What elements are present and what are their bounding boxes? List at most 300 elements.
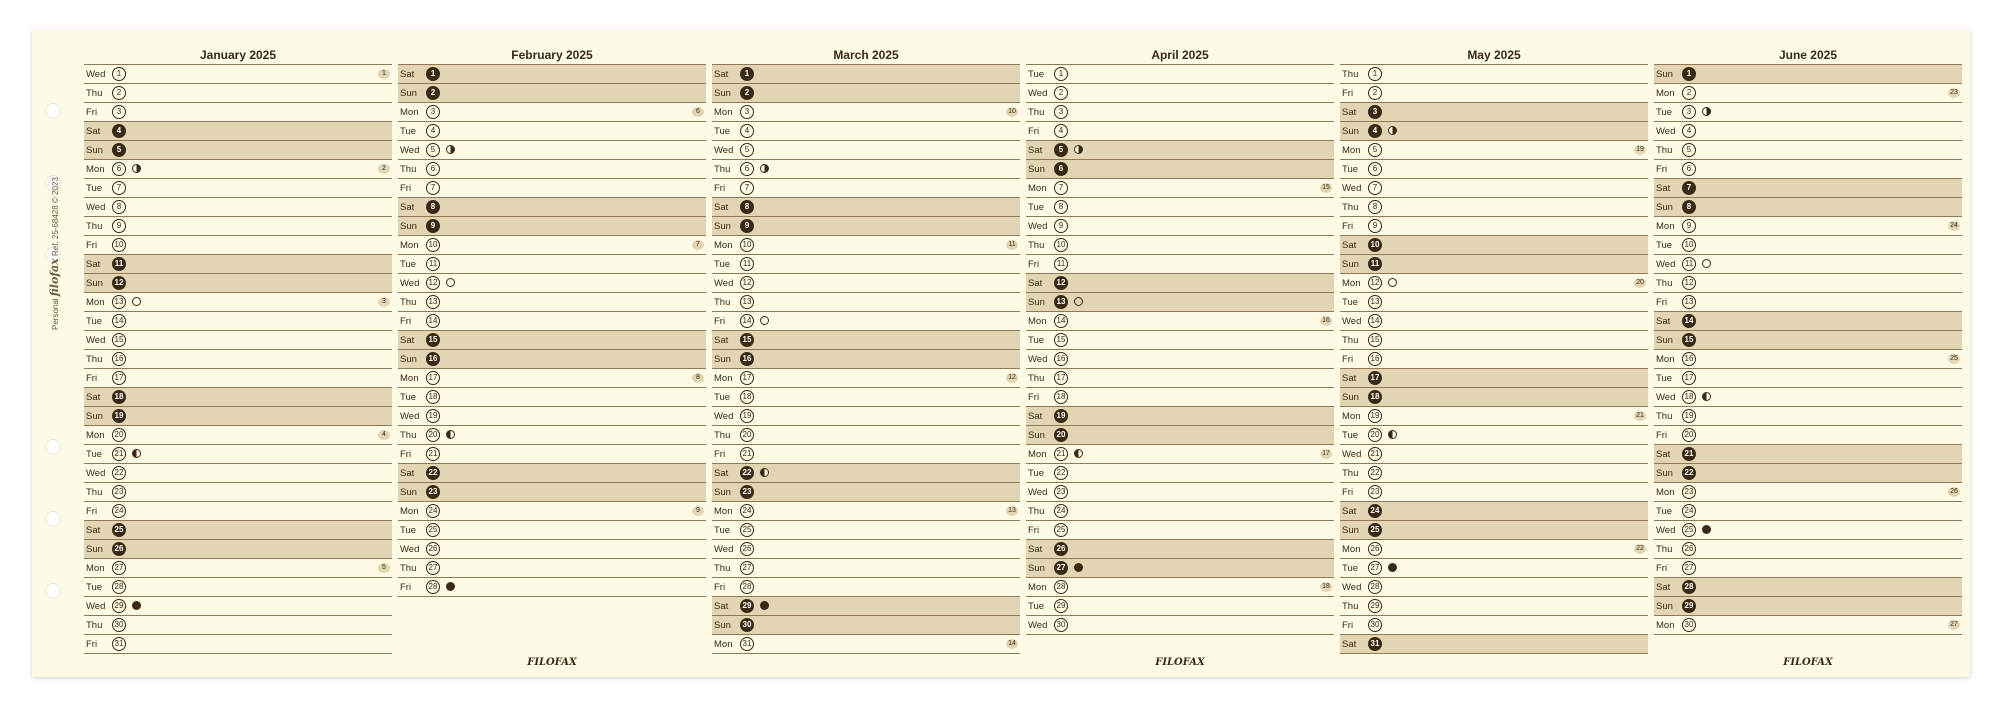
day-row[interactable] bbox=[398, 350, 706, 369]
day-number: 25 bbox=[112, 523, 126, 537]
week-number-badge: 21 bbox=[1634, 411, 1646, 421]
weekday-label: Fri bbox=[1342, 88, 1354, 99]
day-number: 9 bbox=[426, 219, 440, 233]
day-row[interactable] bbox=[84, 407, 392, 426]
day-row[interactable] bbox=[84, 312, 392, 331]
day-number: 28 bbox=[112, 580, 126, 594]
weekday-label: Mon bbox=[1342, 278, 1361, 289]
weekday-label: Mon bbox=[400, 373, 419, 384]
day-row[interactable] bbox=[1026, 103, 1334, 122]
day-row[interactable] bbox=[398, 369, 706, 388]
day-row[interactable] bbox=[84, 160, 392, 179]
day-row[interactable] bbox=[712, 578, 1020, 597]
weekday-label: Sat bbox=[1656, 183, 1671, 194]
weekday-label: Wed bbox=[1028, 620, 1048, 631]
day-row[interactable] bbox=[84, 274, 392, 293]
side-brand: filofax bbox=[48, 258, 61, 297]
day-number: 17 bbox=[112, 371, 126, 385]
day-row[interactable] bbox=[712, 122, 1020, 141]
day-row[interactable] bbox=[84, 84, 392, 103]
day-number: 10 bbox=[1682, 238, 1696, 252]
weekday-label: Mon bbox=[86, 563, 105, 574]
day-row[interactable] bbox=[712, 65, 1020, 84]
day-number: 15 bbox=[112, 333, 126, 347]
day-row[interactable] bbox=[398, 540, 706, 559]
weekday-label: Fri bbox=[1656, 297, 1668, 308]
day-row[interactable] bbox=[1654, 388, 1962, 407]
weekday-label: Wed bbox=[714, 278, 734, 289]
day-number: 9 bbox=[1682, 219, 1696, 233]
day-row[interactable] bbox=[1026, 502, 1334, 521]
day-row[interactable] bbox=[1340, 388, 1648, 407]
weekday-label: Thu bbox=[86, 88, 103, 99]
weekday-label: Wed bbox=[1028, 88, 1048, 99]
day-row[interactable] bbox=[1654, 369, 1962, 388]
day-row[interactable] bbox=[1654, 198, 1962, 217]
day-row[interactable] bbox=[1026, 236, 1334, 255]
day-row[interactable] bbox=[1026, 312, 1334, 331]
day-number: 19 bbox=[426, 409, 440, 423]
weekday-label: Mon bbox=[1342, 544, 1361, 555]
day-row[interactable] bbox=[398, 293, 706, 312]
day-number: 22 bbox=[112, 466, 126, 480]
day-number: 16 bbox=[1054, 352, 1068, 366]
day-row[interactable] bbox=[84, 350, 392, 369]
day-number: 11 bbox=[1054, 257, 1068, 271]
day-row[interactable] bbox=[398, 198, 706, 217]
weekday-label: Wed bbox=[86, 335, 106, 346]
weekday-label: Wed bbox=[1656, 259, 1676, 270]
weekday-label: Sat bbox=[86, 392, 101, 403]
day-row[interactable] bbox=[398, 141, 706, 160]
day-row[interactable] bbox=[1026, 160, 1334, 179]
day-number: 11 bbox=[1682, 257, 1696, 271]
day-row[interactable] bbox=[1654, 502, 1962, 521]
day-row[interactable] bbox=[84, 179, 392, 198]
day-row[interactable] bbox=[712, 407, 1020, 426]
week-number-badge: 27 bbox=[1948, 620, 1960, 630]
day-row[interactable] bbox=[398, 236, 706, 255]
day-row[interactable] bbox=[1340, 635, 1648, 654]
day-row[interactable] bbox=[1340, 521, 1648, 540]
day-row[interactable] bbox=[712, 502, 1020, 521]
day-row[interactable] bbox=[84, 217, 392, 236]
day-row[interactable] bbox=[1026, 483, 1334, 502]
day-row[interactable] bbox=[1654, 559, 1962, 578]
day-row[interactable] bbox=[1654, 578, 1962, 597]
day-row[interactable] bbox=[1340, 103, 1648, 122]
day-row[interactable] bbox=[712, 141, 1020, 160]
day-number: 25 bbox=[740, 523, 754, 537]
day-row[interactable] bbox=[712, 103, 1020, 122]
day-row[interactable] bbox=[398, 483, 706, 502]
day-number: 22 bbox=[1682, 466, 1696, 480]
weekday-label: Sat bbox=[400, 202, 415, 213]
day-row[interactable] bbox=[712, 597, 1020, 616]
weekday-label: Sat bbox=[1028, 278, 1043, 289]
full-moon-icon bbox=[1388, 278, 1397, 287]
day-number: 3 bbox=[1054, 105, 1068, 119]
day-row[interactable] bbox=[1654, 597, 1962, 616]
day-row[interactable] bbox=[1026, 331, 1334, 350]
day-number: 2 bbox=[1368, 86, 1382, 100]
day-row[interactable] bbox=[398, 426, 706, 445]
day-row[interactable] bbox=[712, 255, 1020, 274]
day-number: 7 bbox=[426, 181, 440, 195]
day-row[interactable] bbox=[1026, 597, 1334, 616]
day-row[interactable] bbox=[712, 369, 1020, 388]
day-row[interactable] bbox=[1340, 578, 1648, 597]
day-row[interactable] bbox=[1026, 84, 1334, 103]
day-row[interactable] bbox=[1340, 502, 1648, 521]
weekday-label: Sun bbox=[714, 354, 731, 365]
day-row[interactable] bbox=[1026, 445, 1334, 464]
weekday-label: Thu bbox=[1028, 107, 1045, 118]
weekday-label: Sun bbox=[1342, 392, 1359, 403]
day-row[interactable] bbox=[1026, 521, 1334, 540]
day-row[interactable] bbox=[1654, 179, 1962, 198]
weekday-label: Sat bbox=[714, 202, 729, 213]
day-number: 14 bbox=[426, 314, 440, 328]
day-row[interactable] bbox=[1340, 540, 1648, 559]
day-row[interactable] bbox=[712, 559, 1020, 578]
day-list bbox=[1654, 64, 1962, 635]
weekday-label: Sun bbox=[1028, 563, 1045, 574]
day-row[interactable] bbox=[1026, 179, 1334, 198]
day-row[interactable] bbox=[1654, 160, 1962, 179]
day-number: 22 bbox=[1054, 466, 1068, 480]
weekday-label: Tue bbox=[1656, 107, 1673, 118]
day-row[interactable] bbox=[1026, 388, 1334, 407]
day-row[interactable] bbox=[712, 635, 1020, 654]
day-number: 6 bbox=[1054, 162, 1068, 176]
day-row[interactable] bbox=[1026, 274, 1334, 293]
day-row[interactable] bbox=[84, 483, 392, 502]
day-row[interactable] bbox=[1654, 521, 1962, 540]
day-row[interactable] bbox=[712, 293, 1020, 312]
day-row[interactable] bbox=[1340, 160, 1648, 179]
day-row[interactable] bbox=[1026, 426, 1334, 445]
day-row[interactable] bbox=[1026, 578, 1334, 597]
day-row[interactable] bbox=[712, 521, 1020, 540]
day-number: 10 bbox=[1368, 238, 1382, 252]
day-number: 14 bbox=[1054, 314, 1068, 328]
day-number: 27 bbox=[1054, 561, 1068, 575]
day-row[interactable] bbox=[1340, 84, 1648, 103]
weekday-label: Thu bbox=[400, 297, 417, 308]
day-row[interactable] bbox=[84, 122, 392, 141]
day-number: 30 bbox=[1054, 618, 1068, 632]
day-number: 3 bbox=[112, 105, 126, 119]
day-row[interactable] bbox=[84, 236, 392, 255]
day-row[interactable] bbox=[398, 464, 706, 483]
month-title: February 2025 bbox=[511, 48, 593, 62]
day-row[interactable] bbox=[398, 578, 706, 597]
day-row[interactable] bbox=[1654, 103, 1962, 122]
day-row[interactable] bbox=[712, 445, 1020, 464]
weekday-label: Mon bbox=[1656, 221, 1675, 232]
day-row[interactable] bbox=[1654, 445, 1962, 464]
weekday-label: Sat bbox=[1342, 240, 1357, 251]
day-row[interactable] bbox=[1340, 122, 1648, 141]
day-row[interactable] bbox=[1654, 274, 1962, 293]
day-number: 8 bbox=[1368, 200, 1382, 214]
day-row[interactable] bbox=[84, 445, 392, 464]
day-number: 26 bbox=[112, 542, 126, 556]
day-row[interactable] bbox=[1654, 84, 1962, 103]
weekday-label: Thu bbox=[86, 620, 103, 631]
day-row[interactable] bbox=[398, 103, 706, 122]
day-row[interactable] bbox=[712, 616, 1020, 635]
day-row[interactable] bbox=[1340, 426, 1648, 445]
weekday-label: Mon bbox=[714, 107, 733, 118]
day-number: 18 bbox=[1682, 390, 1696, 404]
day-row[interactable] bbox=[1340, 445, 1648, 464]
last-moon-icon bbox=[1074, 449, 1083, 458]
day-row[interactable] bbox=[398, 65, 706, 84]
weekday-label: Sat bbox=[714, 601, 729, 612]
day-number: 3 bbox=[1682, 105, 1696, 119]
day-row[interactable] bbox=[84, 464, 392, 483]
day-row[interactable] bbox=[1654, 426, 1962, 445]
day-row[interactable] bbox=[1026, 350, 1334, 369]
weekday-label: Wed bbox=[86, 69, 106, 80]
day-row[interactable] bbox=[712, 274, 1020, 293]
weekday-label: Tue bbox=[86, 183, 103, 194]
day-row[interactable] bbox=[712, 350, 1020, 369]
day-number: 2 bbox=[112, 86, 126, 100]
day-row[interactable] bbox=[1026, 464, 1334, 483]
day-row[interactable] bbox=[1654, 616, 1962, 635]
day-row[interactable] bbox=[398, 312, 706, 331]
day-row[interactable] bbox=[1340, 464, 1648, 483]
day-number: 2 bbox=[1682, 86, 1696, 100]
day-row[interactable] bbox=[1654, 141, 1962, 160]
day-row[interactable] bbox=[84, 255, 392, 274]
weekday-label: Fri bbox=[400, 316, 412, 327]
day-row[interactable] bbox=[1026, 65, 1334, 84]
day-row[interactable] bbox=[1340, 293, 1648, 312]
day-row[interactable] bbox=[1026, 255, 1334, 274]
day-number: 20 bbox=[1054, 428, 1068, 442]
day-row[interactable] bbox=[84, 141, 392, 160]
day-number: 8 bbox=[1682, 200, 1696, 214]
day-number: 22 bbox=[426, 466, 440, 480]
day-number: 3 bbox=[740, 105, 754, 119]
day-number: 26 bbox=[1682, 542, 1696, 556]
day-row[interactable] bbox=[398, 217, 706, 236]
day-row[interactable] bbox=[1654, 122, 1962, 141]
day-row[interactable] bbox=[398, 122, 706, 141]
day-number: 14 bbox=[112, 314, 126, 328]
day-row[interactable] bbox=[84, 426, 392, 445]
weekday-label: Tue bbox=[1028, 468, 1045, 479]
day-number: 31 bbox=[1368, 637, 1382, 651]
day-row[interactable] bbox=[1026, 369, 1334, 388]
day-row[interactable] bbox=[1340, 312, 1648, 331]
weekday-label: Tue bbox=[714, 392, 731, 403]
weekday-label: Sun bbox=[1028, 297, 1045, 308]
day-row[interactable] bbox=[1654, 407, 1962, 426]
day-row[interactable] bbox=[712, 388, 1020, 407]
weekday-label: Mon bbox=[1656, 620, 1675, 631]
day-row[interactable] bbox=[712, 198, 1020, 217]
day-row[interactable] bbox=[398, 445, 706, 464]
weekday-label: Fri bbox=[714, 449, 726, 460]
day-row[interactable] bbox=[84, 388, 392, 407]
day-row[interactable] bbox=[398, 274, 706, 293]
day-row[interactable] bbox=[398, 407, 706, 426]
weekday-label: Sun bbox=[86, 544, 103, 555]
day-row[interactable] bbox=[1026, 407, 1334, 426]
day-row[interactable] bbox=[84, 635, 392, 654]
side-reference bbox=[50, 170, 61, 330]
day-row[interactable] bbox=[1340, 255, 1648, 274]
day-row[interactable] bbox=[1654, 236, 1962, 255]
day-row[interactable] bbox=[712, 84, 1020, 103]
day-row[interactable] bbox=[1026, 217, 1334, 236]
day-row[interactable] bbox=[712, 312, 1020, 331]
day-number: 5 bbox=[740, 143, 754, 157]
day-row[interactable] bbox=[84, 521, 392, 540]
week-number-badge: 17 bbox=[1320, 449, 1332, 459]
week-number-badge: 15 bbox=[1320, 183, 1332, 193]
day-row[interactable] bbox=[1654, 217, 1962, 236]
weekday-label: Mon bbox=[1656, 354, 1675, 365]
day-row[interactable] bbox=[712, 160, 1020, 179]
day-number: 2 bbox=[1054, 86, 1068, 100]
day-row[interactable] bbox=[1340, 141, 1648, 160]
day-row[interactable] bbox=[1654, 350, 1962, 369]
full-moon-icon bbox=[132, 297, 141, 306]
day-row[interactable] bbox=[712, 483, 1020, 502]
day-row[interactable] bbox=[1340, 198, 1648, 217]
month-title: June 2025 bbox=[1778, 48, 1838, 62]
day-row[interactable] bbox=[84, 331, 392, 350]
weekday-label: Wed bbox=[86, 468, 106, 479]
weekday-label: Sun bbox=[86, 278, 103, 289]
weekday-label: Tue bbox=[86, 582, 103, 593]
day-row[interactable] bbox=[712, 464, 1020, 483]
day-row[interactable] bbox=[84, 597, 392, 616]
weekday-label: Sun bbox=[1656, 202, 1673, 213]
day-row[interactable] bbox=[1340, 616, 1648, 635]
day-row[interactable] bbox=[1340, 369, 1648, 388]
day-row[interactable] bbox=[1654, 293, 1962, 312]
day-row[interactable] bbox=[398, 521, 706, 540]
month-title: May 2025 bbox=[1467, 48, 1521, 62]
footer-brand-logo: FILOFAX bbox=[1783, 657, 1833, 668]
day-row[interactable] bbox=[1340, 217, 1648, 236]
day-row[interactable] bbox=[84, 369, 392, 388]
day-row[interactable] bbox=[1654, 483, 1962, 502]
day-row[interactable] bbox=[712, 217, 1020, 236]
day-row[interactable] bbox=[84, 198, 392, 217]
day-row[interactable] bbox=[1654, 331, 1962, 350]
day-row[interactable] bbox=[712, 236, 1020, 255]
day-row[interactable] bbox=[398, 502, 706, 521]
day-row[interactable] bbox=[1026, 198, 1334, 217]
day-row[interactable] bbox=[84, 65, 392, 84]
weekday-label: Fri bbox=[1342, 354, 1354, 365]
week-number-badge: 6 bbox=[692, 107, 704, 117]
day-row[interactable] bbox=[1026, 559, 1334, 578]
day-row[interactable] bbox=[84, 293, 392, 312]
day-number: 13 bbox=[1368, 295, 1382, 309]
day-row[interactable] bbox=[1026, 616, 1334, 635]
day-row[interactable] bbox=[1654, 255, 1962, 274]
day-row[interactable] bbox=[84, 502, 392, 521]
day-number: 29 bbox=[1054, 599, 1068, 613]
day-number: 6 bbox=[426, 162, 440, 176]
day-row[interactable] bbox=[1026, 293, 1334, 312]
day-row[interactable] bbox=[712, 426, 1020, 445]
day-row[interactable] bbox=[1026, 141, 1334, 160]
day-row[interactable] bbox=[712, 179, 1020, 198]
day-row[interactable] bbox=[1654, 540, 1962, 559]
day-number: 19 bbox=[112, 409, 126, 423]
day-row[interactable] bbox=[84, 616, 392, 635]
weekday-label: Sat bbox=[714, 335, 729, 346]
day-number: 1 bbox=[1054, 67, 1068, 81]
day-number: 12 bbox=[1054, 276, 1068, 290]
day-row[interactable] bbox=[1654, 312, 1962, 331]
day-number: 2 bbox=[426, 86, 440, 100]
weekday-label: Mon bbox=[400, 107, 419, 118]
day-row[interactable] bbox=[1340, 236, 1648, 255]
weekday-label: Mon bbox=[1342, 145, 1361, 156]
day-row[interactable] bbox=[1654, 65, 1962, 84]
day-number: 27 bbox=[426, 561, 440, 575]
weekday-label: Sat bbox=[1342, 373, 1357, 384]
day-row[interactable] bbox=[1026, 122, 1334, 141]
day-row[interactable] bbox=[1026, 540, 1334, 559]
day-row[interactable] bbox=[398, 255, 706, 274]
day-number: 9 bbox=[112, 219, 126, 233]
weekday-label: Wed bbox=[1656, 525, 1676, 536]
day-row[interactable] bbox=[1654, 464, 1962, 483]
day-row[interactable] bbox=[84, 540, 392, 559]
day-row[interactable] bbox=[1340, 274, 1648, 293]
day-row[interactable] bbox=[398, 388, 706, 407]
weekday-label: Tue bbox=[714, 126, 731, 137]
day-row[interactable] bbox=[1340, 597, 1648, 616]
day-number: 8 bbox=[112, 200, 126, 214]
day-row[interactable] bbox=[712, 540, 1020, 559]
day-row[interactable] bbox=[398, 331, 706, 350]
day-row[interactable] bbox=[1340, 407, 1648, 426]
day-row[interactable] bbox=[1340, 559, 1648, 578]
day-row[interactable] bbox=[712, 331, 1020, 350]
day-row[interactable] bbox=[1340, 483, 1648, 502]
day-row[interactable] bbox=[1340, 350, 1648, 369]
weekday-label: Sat bbox=[1342, 107, 1357, 118]
day-number: 29 bbox=[740, 599, 754, 613]
day-row[interactable] bbox=[398, 84, 706, 103]
day-row[interactable] bbox=[84, 559, 392, 578]
day-row[interactable] bbox=[398, 160, 706, 179]
month-column bbox=[84, 44, 392, 672]
day-row[interactable] bbox=[1340, 65, 1648, 84]
day-row[interactable] bbox=[84, 103, 392, 122]
day-row[interactable] bbox=[398, 559, 706, 578]
day-row[interactable] bbox=[1340, 331, 1648, 350]
day-number: 21 bbox=[426, 447, 440, 461]
day-row[interactable] bbox=[398, 179, 706, 198]
day-row[interactable] bbox=[84, 578, 392, 597]
month-column bbox=[1654, 44, 1962, 672]
day-row[interactable] bbox=[1340, 179, 1648, 198]
